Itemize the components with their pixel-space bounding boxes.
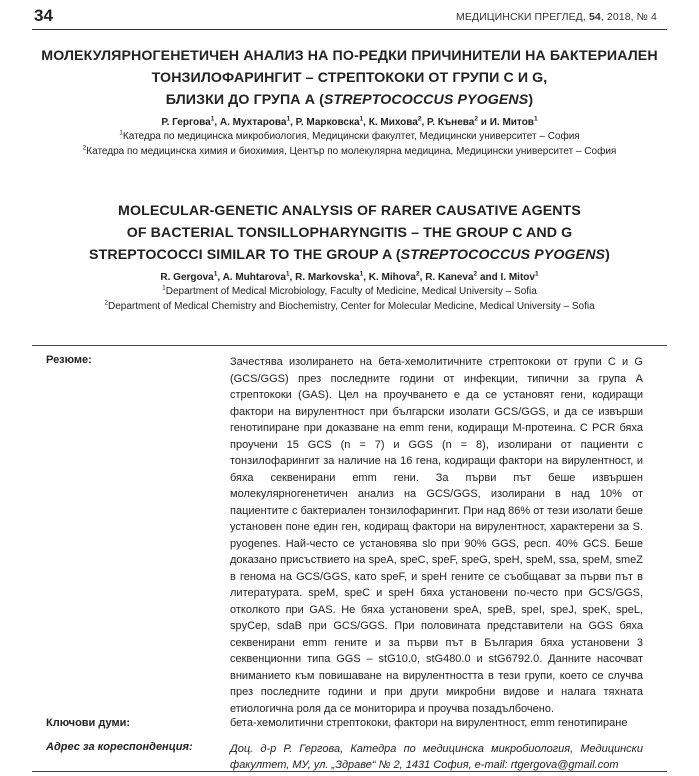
en-title-species: STREPTOCOCCUS PYOGENS [400,247,606,263]
bg-title-line-3-end: ) [528,92,534,108]
author-separator: и [477,117,490,128]
journal-volume: 54 [588,11,601,23]
running-header [456,11,657,23]
keywords-text: бета-хемолитични стрептококи, фактори на вирулентност, emm генотипиране [230,717,628,729]
en-title [0,200,699,266]
author-name: К. Михова [368,117,418,128]
author-affiliation-marker: 1 [213,270,218,278]
bg-affiliation-2-text: Катедра по медицинска химия и биохимия, Център по молекулярна медицина, Медицински университет – София [86,145,617,157]
author-separator: , [419,272,426,283]
en-title-line-2: OF BACTERIAL TONSILLOPHARYNGITIS – THE GROUP C AND G [126,225,573,241]
bg-affiliation-1-marker: 1 [119,129,123,137]
author-separator: and [477,272,501,283]
keywords-label: Ключови думи: [46,717,131,729]
bg-title [0,45,699,111]
en-title-line-3 [0,244,699,266]
author-affiliation-marker: 1 [534,270,539,278]
abstract-top-rule [32,345,667,346]
author-name: K. Mihova [368,272,416,283]
author-affiliation-marker: 2 [474,115,478,123]
author-separator: , [421,117,428,128]
summary-label: Резюме: [46,354,92,366]
author-affiliation-marker: 1 [286,115,291,123]
author-separator: , [217,272,223,283]
author-affiliation-marker: 1 [210,115,215,123]
header-divider [32,29,667,30]
author-name: Р. Марковска [295,117,360,128]
author-affiliation-marker: 2 [417,115,422,123]
journal-issue: , 2018, № 4 [600,11,657,23]
author-separator: , [290,117,296,128]
bg-affiliation-2-marker: 2 [82,144,87,152]
en-title-block [0,200,699,314]
bg-title-block [0,45,699,159]
author-separator: , [289,272,296,283]
author-affiliation-marker: 1 [533,115,538,123]
author-separator: , [363,117,369,128]
bg-affiliation-1-text: Катедра по медицинска микробиология, Медицински факултет, Медицински университет – София [122,131,580,142]
author-name: R. Kaneva [425,272,474,283]
bg-affiliation-2 [0,145,699,160]
en-title-line-3-text: STREPTOCOCCI SIMILAR TO THE GROUP A ( [89,247,401,263]
en-affiliation-1 [0,285,699,300]
en-affiliation-2 [0,300,699,315]
bg-affiliation-1 [0,130,699,145]
author-name: R. Gergova [160,272,214,283]
en-affiliation-1-marker: 1 [162,284,166,292]
author-name: А. Мухтарова [219,117,287,128]
author-name: Р. Гергова [161,117,211,128]
author-name: Р. Кънева [427,117,475,128]
author-name: R. Markovska [295,272,360,283]
author-name: I. Mitov [500,272,535,283]
en-affiliation-2-text: Department of Medical Chemistry and Biochemistry, Center for Molecular Medicine, Medical University – Sofia [107,300,595,312]
bg-title-line-2: ТОНЗИЛОФАРИНГИТ – СТРЕПТОКОКИ ОТ ГРУПИ С И G, [151,70,548,86]
correspondence-text: Доц. д-р Р. Гергова, Катедра по медицинска микробиология, Медицински факултет, МУ, ул. „Здраве“ № 2, 1431 София, e-mail: rtgergova@gmail.com [230,743,643,771]
page-number: 34 [34,6,53,25]
author-affiliation-marker: 2 [473,270,478,278]
journal-name: МЕДИЦИНСКИ ПРЕГЛЕД, [455,11,586,23]
en-affiliation-1-text: Department of Medical Microbiology, Faculty of Medicine, Medical University – Sofia [165,286,537,297]
bg-title-line-3-text: БЛИЗКИ ДО ГРУПА А ( [165,92,324,108]
en-title-line-3-end: ) [605,247,610,263]
correspondence-label: Адрес за кореспонденция: [46,741,193,753]
author-separator: , [214,117,220,128]
author-affiliation-marker: 2 [416,270,420,278]
abstract-bottom-rule [32,771,667,772]
bg-title-line-1: МОЛЕКУЛЯРНОГЕНЕТИЧЕН АНАЛИЗ НА ПО-РЕДКИ ПРИЧИНИТЕЛИ НА БАКТЕРИАЛЕН [41,48,658,64]
bg-title-species: STREPTOCOCCUS PYOGENS [323,92,529,108]
summary-text: Зачестява изолирането на бета-хемолитичните стрептококи от групи С и G (GCS/GGS) през последните години от инфекции, типични за група А стрептококи (GAS). Цел на проучването е да се установят гени, кодиращи фактори на вирулентност при български изолати GCS/GGS, и да се извърши генотипиране при доказване на emm гени, кодиращи М-протеина. С PCR бяха проучени 15 GCS (n = 7) и GGS (n = 8), изолирани от пациенти с тонзилофарингит за наличие на 16 гена, кодиращи фактори на вирулентност, и бяха секвенирани emm гени. За първи път беше извършен молекулярногенетичен анализ на GCS/GGS, изолирани в над 10% от пациентите с бактериален тонзилофарингит. При над 86% от тези изолати беше установен поне един ген, кодиращ фактори на вирулентност, характерени за S. pyogenes. Най-често се установява slo при 90% GGS, респ. 40% GCS. Беше доказано присъствието на speA, speC, speF, speG, speH, speM, ssa, speM, smeZ в генома на GCS/GGS, като speF, и speH гените се съобщават за първи път в литературата. speM, speC и speH бяха установени по-често при GCS/GGS, отколкото при GAS. Не бяха установени speA, speB, speI, speJ, speK, speL, spyCep, sdaB при GCS/GGS. При половината представители на GGS бяха секвенирани emm гените и за първи път в България бяха установени 3 секвенционни типа GGS – stG10.0, stG480.0 и stG6792.0. Данните насочват вниманието към повишаване на вирулентността в тези групи, което се случва през последните години и при други микробни видове и налага тяхната етиологична роля да се мониторира и проучва позадълбочено. [230,356,643,715]
bg-title-line-3 [0,89,699,111]
en-title-line-1: MOLECULAR-GENETIC ANALYSIS OF RARER CAUSATIVE AGENTS [118,203,581,219]
author-name: A. Muhtarova [222,272,286,283]
author-affiliation-marker: 1 [285,270,290,278]
author-name: И. Митов [489,117,534,128]
bg-authors [0,116,699,130]
author-affiliation-marker: 1 [359,270,364,278]
en-authors [0,271,699,285]
en-affiliation-2-marker: 2 [104,299,108,307]
author-affiliation-marker: 1 [359,115,364,123]
author-separator: , [363,272,369,283]
